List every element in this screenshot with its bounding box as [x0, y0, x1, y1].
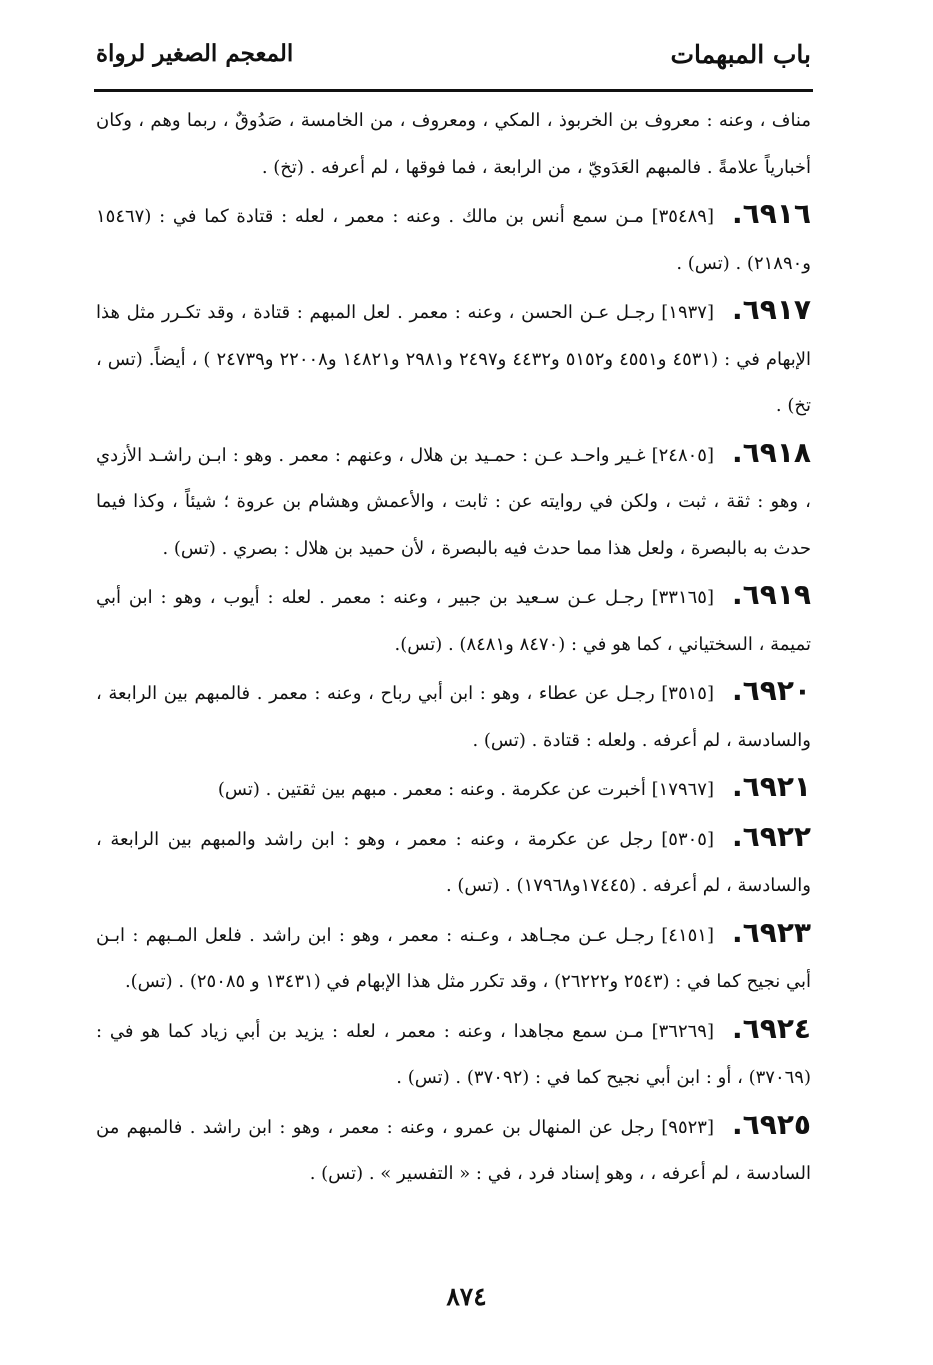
entry-text: [١٩٣٧] رجـل عـن الحسن ، وعنه : معمر . لعل المبهم : قتادة ، وقد تكـرر مثل هذا الإبهام في : (٤٥٣١ و٤٥٥١ و٥١٥٢ و٤٤٣٢ و٢٤٩٧ و٢٩٨١ و١٤٨٢١ و٢٢٠٠٨ و٢٤٧٣٩ ) ، أيضاً. (تس ، تخ) . [96, 302, 812, 416]
entry-number: ٦٩١٩. [732, 578, 811, 611]
entry-6921 [96, 764, 811, 814]
header-divider [94, 89, 813, 92]
page-number: ٨٧٤ [446, 1282, 487, 1311]
book-title: المعجم الصغير لرواة [96, 40, 294, 67]
entry-text: [٢٤٨٠٥] غـير واحـد عـن : حمـيد بن هلال ، وعنهم : معمر . وهو : ابـن راشـد الأزدي ، وهو : ثقة ، ثبت ، ولكن في روايته عن : ثابت ، والأعمش وهشام بن عروة ؛ شيئاً ، وكذا فيما حدث به بالبصرة ، ولعل هذا مما حدث فيه بالبصرة ، لأن حميد بن هلال : بصري . (تس) . [96, 444, 811, 559]
entry-6917 [96, 287, 811, 430]
entry-number: ٦٩١٦. [732, 197, 811, 230]
entry-number: ٦٩٢٤. [732, 1011, 811, 1045]
entry-text: [٣٥١٥] رجـل عن عطاء ، وهو : ابن أبي رباح ، وعنه : معمر . فالمبهم بين الرابعة ، والسادسة ، لم أعرفه . ولعله : قتادة . (تس) . [96, 683, 811, 751]
entry-text: [٥٣٠٥] رجل عن عكرمة ، وعنه : معمر ، وهو : ابن راشد والمبهم بين الرابعة ، والسادسة ، لم أعرفه . (١٧٤٤٥و١٧٩٦٨) . (تس) . [96, 828, 811, 896]
entry-number: ٦٩٢٣. [732, 915, 811, 949]
entry-number: ٦٩٢١. [732, 770, 811, 803]
entry-6922 [96, 814, 811, 910]
entry-text: [٣٣١٦٥] رجـل عـن سـعيد بن جبير ، وعنه : معمر . لعله : أيوب ، وهو : ابن أبي تميمة ، السختياني ، كما هو في : (٨٤٧٠ و٨٤٨١) . (تس). [96, 587, 811, 655]
entry-number: ٦٩٢٥. [732, 1107, 811, 1141]
entry-6920 [96, 668, 811, 764]
entry-6916 [96, 191, 811, 287]
entry-6924 [96, 1006, 811, 1102]
entry-6923 [96, 910, 811, 1006]
entry-text: [٩٥٢٣] رجل عن المنهال بن عمرو ، وعنه : معمر ، وهو : ابن راشد . فالمبهم من السادسة ، لم أعرفه ، ، وهو إسناد فرد ، في : « التفسير » . (تس) . [96, 1116, 811, 1184]
entry-text: [٣٦٢٦٩] مـن سمع مجاهدا ، وعنه : معمر ، لعله : يزيد بن أبي زياد كما هو في : (٣٧٠٦٩) ، أو : ابن أبي نجيح كما في : (٣٧٠٩٢) . (تس) . [96, 1020, 811, 1088]
entry-number: ٦٩١٨. [732, 435, 811, 469]
entry-text: [٣٥٤٨٩] مـن سمع أنس بن مالك . وعنه : معمر ، لعله : قتادة كما في : (١٥٤٦٧ و٢١٨٩٠) . (تس) . [96, 206, 811, 274]
entry-number: ٦٩١٧. [732, 293, 811, 326]
entry-number: ٦٩٢٢. [732, 819, 811, 853]
page-body [96, 98, 811, 1198]
entry-number: ٦٩٢٠. [732, 674, 811, 707]
intro-paragraph: مناف ، وعنه : معروف بن الخربوذ ، المكي ، ومعروف ، من الخامسة ، صَدُوقٌ ، ربما وهم ، وكان أخبارياً علامةً . فالمبهم العَدَويّ ، من الرابعة ، فما فوقها ، لم أعرفه . (تخ) . [96, 110, 811, 178]
entry-6919 [96, 572, 811, 668]
page-header [96, 40, 811, 82]
entry-text: [٤١٥١] رجـل عـن مجـاهد ، وعـنه : معمر ، وهو : ابن راشد . فلعل المـبهم : ابـن أبي نجيح كما في : (٢٥٤٣ و٢٦٢٢٢) ، وقد تكرر مثل هذا الإبهام في (١٣٤٣١ و ٢٥٠٨٥) . (تس). [96, 924, 811, 992]
entry-6918 [96, 430, 811, 573]
entry-6925 [96, 1102, 811, 1198]
entry-text: [١٧٩٦٧] أخبرت عن عكرمة . وعنه : معمر . مبهم بين ثقتين . (تس) [217, 779, 714, 800]
chapter-title: باب المبهمات [670, 40, 811, 69]
